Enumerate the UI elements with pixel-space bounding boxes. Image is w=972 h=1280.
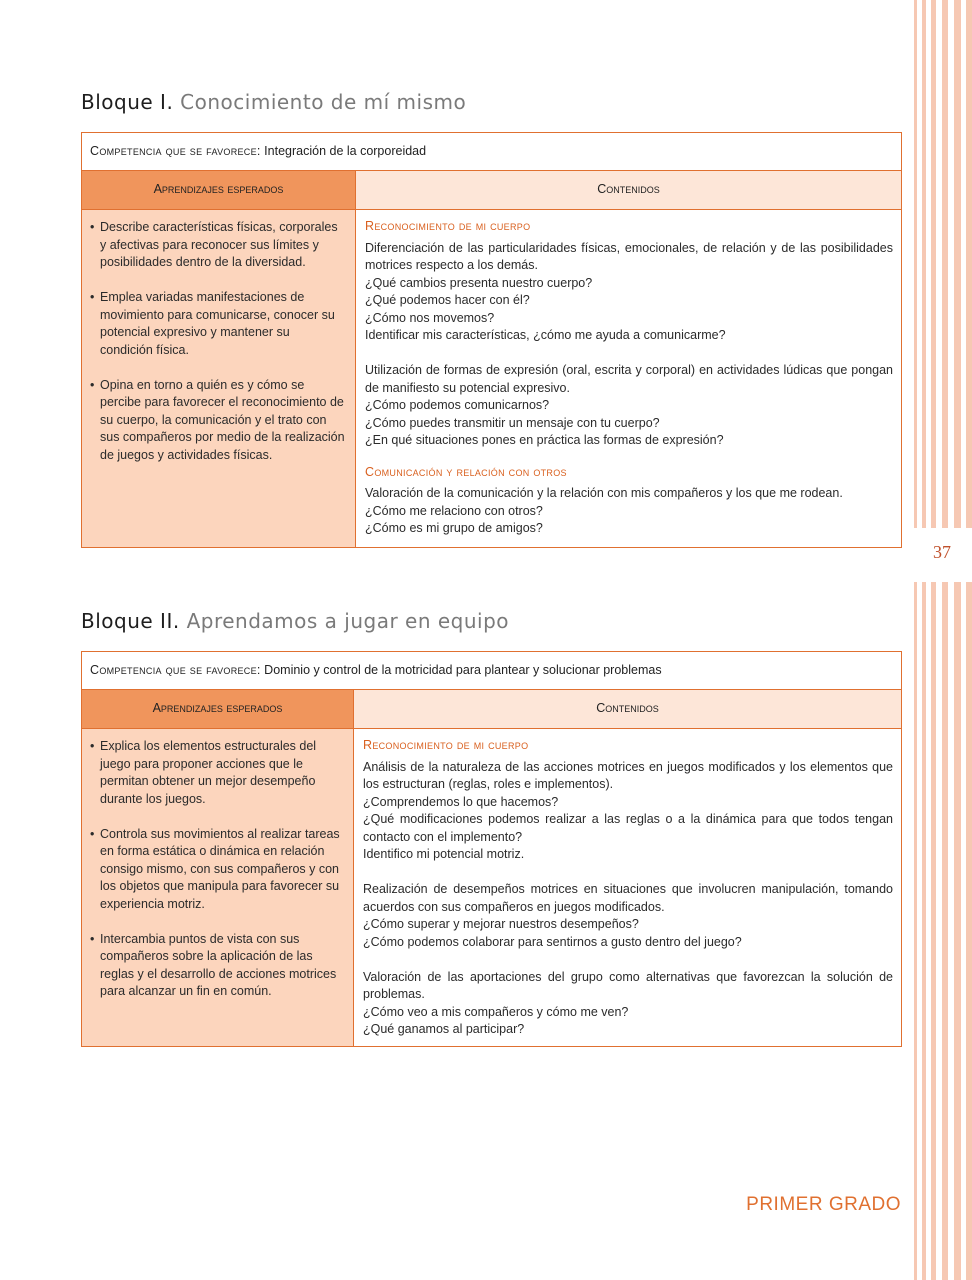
competence-label: Competencia que se favorece: — [90, 663, 261, 677]
content-question: ¿Cómo nos movemos? — [365, 310, 495, 325]
learning-item: • Emplea variadas manifestaciones de movimiento para comunicarse, conocer su potencial expresivo y mantener su condición física. — [90, 289, 345, 359]
grade-footer: PRIMER GRADO — [746, 1194, 901, 1215]
content-question: ¿Qué cambios presenta nuestro cuerpo? — [365, 275, 593, 290]
content-question: Identificar mis características, ¿cómo me ayuda a comunicarme? — [365, 328, 726, 342]
content-question: Identifico mi potencial motriz. — [363, 847, 525, 861]
learning-item: • Controla sus movimientos al realizar tareas en forma estática o dinámica en relación consigo mismo, con sus compañeros y con los objetos que manipula para favorecer su experiencia motriz. — [90, 826, 343, 914]
block2-competence — [82, 652, 902, 690]
competence-label: Competencia que se favorece: — [90, 144, 261, 158]
block1-contents — [356, 210, 902, 548]
content-question: ¿Cómo puedes transmitir un mensaje con tu cuerpo? — [365, 415, 660, 430]
block2-competence-text: Dominio y control de la motricidad para plantear y solucionar problemas — [264, 663, 662, 677]
learning-item: • Describe características físicas, corporales y afectivas para reconocer sus límites y posibilidades dentro de la diversidad. — [90, 219, 345, 272]
block2-table — [81, 651, 902, 1047]
page-number: 37 — [933, 542, 951, 562]
block1-competence — [82, 133, 902, 171]
header-learnings: Aprendizajes esperados — [82, 690, 354, 729]
content-question: ¿Comprendemos lo que hacemos? — [363, 794, 559, 809]
content-question: ¿Qué podemos hacer con él? — [365, 293, 530, 307]
block2-contents — [354, 729, 902, 1047]
section-title: Reconocimiento de mi cuerpo — [363, 738, 529, 752]
header-learnings: Aprendizajes esperados — [82, 171, 356, 210]
learning-item: • Explica los elementos estructurales del juego para proponer acciones que le permitan obtener un mejor desempeño durante los juegos. — [90, 738, 343, 808]
block1-title — [81, 90, 466, 114]
header-contents: Contenidos — [354, 690, 902, 729]
block2-title-sub: Aprendamos a jugar en equipo — [186, 609, 510, 633]
content-paragraph: ¿Qué modificaciones podemos realizar a las reglas o a la dinámica para que todos tengan contacto con el implemento? — [363, 812, 893, 844]
content-question: ¿Cómo es mi grupo de amigos? — [365, 521, 543, 535]
content-paragraph: Valoración de la comunicación y la relación con mis compañeros y los que me rodean. — [365, 486, 843, 500]
content-question: ¿Qué ganamos al participar? — [363, 1022, 525, 1036]
section-title: Comunicación y relación con otros — [365, 464, 567, 479]
learning-item: • Intercambia puntos de vista con sus compañeros sobre la aplicación de las reglas y el desarrollo de acciones motrices para alcanzar un fin en común. — [90, 931, 343, 1001]
content-paragraph: Realización de desempeños motrices en situaciones que involucren manipulación, tomando acuerdos con sus compañeros en juegos modificados. — [363, 882, 893, 914]
section-title: Reconocimiento de mi cuerpo — [365, 219, 531, 233]
content-question: ¿Cómo superar y mejorar nuestros desempeños? — [363, 917, 639, 931]
content-paragraph: Diferenciación de las particularidades físicas, emocionales, de relación y de las posibilidades motrices respecto a los demás. — [365, 240, 893, 272]
content-question: ¿Cómo podemos comunicarnos? — [365, 398, 550, 412]
header-contents: Contenidos — [356, 171, 902, 210]
block1-title-main: Bloque I. — [81, 90, 174, 114]
block1-competence-text: Integración de la corporeidad — [264, 144, 427, 158]
block1-table — [81, 132, 902, 548]
block2-title-main: Bloque II. — [81, 609, 180, 633]
block1-title-sub: Conocimiento de mí mismo — [180, 90, 467, 114]
content-paragraph: Valoración de las aportaciones del grupo como alternativas que favorezcan la solución de problemas. — [363, 969, 893, 1001]
content-question: ¿Cómo veo a mis compañeros y cómo me ven? — [363, 1004, 629, 1019]
block2-title — [81, 609, 509, 633]
learning-item: • Opina en torno a quién es y cómo se percibe para favorecer el reconocimiento de su cuerpo, la comunicación y el trato con sus compañeros por medio de la realización de juegos y actividades físicas. — [90, 377, 345, 465]
decorative-stripes — [912, 0, 972, 1280]
content-paragraph: Análisis de la naturaleza de las acciones motrices en juegos modificados y los elementos que los estructuran (reglas, roles e implementos). — [363, 759, 893, 791]
content-question: ¿En qué situaciones pones en práctica las formas de expresión? — [365, 433, 724, 447]
content-paragraph: Utilización de formas de expresión (oral, escrita y corporal) en actividades lúdicas que pongan de manifiesto su potencial expresivo. — [365, 363, 893, 395]
content-question: ¿Cómo me relaciono con otros? — [365, 503, 543, 518]
block1-learnings — [82, 210, 356, 548]
content-question: ¿Cómo podemos colaborar para sentirnos a gusto dentro del juego? — [363, 934, 742, 949]
block2-learnings — [82, 729, 354, 1047]
